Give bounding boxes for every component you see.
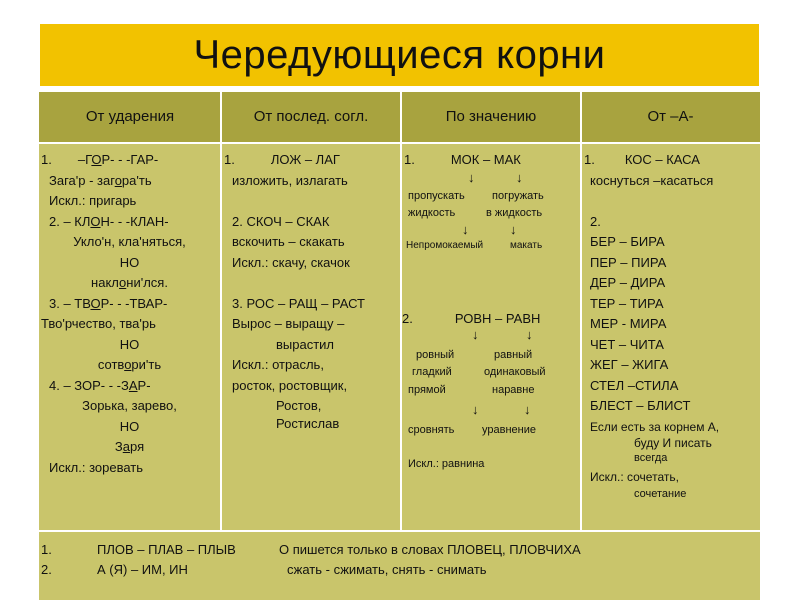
column-stress <box>39 144 220 530</box>
arrow-down-icon: ↓ <box>524 402 531 417</box>
but-label: НО <box>119 337 140 352</box>
header-consonant: От послед. согл. <box>253 107 369 125</box>
example-line: вырастил <box>276 337 335 352</box>
arrow-down-icon: ↓ <box>516 170 523 185</box>
root-rovn: 2. РОВН – РАВН <box>402 311 541 326</box>
meaning-word: прямой <box>408 384 446 396</box>
meaning-word: наравне <box>492 384 535 396</box>
root-pair: БЕР – БИРА <box>590 234 665 249</box>
meaning-word: в жидкость <box>486 207 543 219</box>
root-pair: ДЕР – ДИРА <box>590 275 666 290</box>
rule-line: Если есть за корнем А, <box>590 420 720 434</box>
root-lozh: 1. ЛОЖ – ЛАГ <box>224 152 340 167</box>
arrow-down-icon: ↓ <box>472 327 479 342</box>
root-zor: 4. – ЗОР- - -ЗАР- <box>49 378 151 393</box>
roots-table <box>39 92 760 600</box>
root-im-number: 2. <box>41 562 52 577</box>
root-pair: ЧЕТ – ЧИТА <box>590 337 664 352</box>
root-skoch: 2. СКОЧ – СКАК <box>232 214 330 229</box>
exception-line: Искл.: зоревать <box>49 460 144 475</box>
exception-line: Искл.: равнина <box>408 458 485 470</box>
header-suffix-a: От –А- <box>647 107 694 125</box>
column-suffix-a <box>582 144 760 530</box>
example-line: наклони'лся. <box>91 275 168 290</box>
exception-line: Искл.: сочетать, <box>590 470 679 484</box>
root-pair: МЕР - МИРА <box>590 316 667 331</box>
section-number: 2. <box>590 214 601 229</box>
exception-line: Искл.: отрасль, <box>232 357 324 372</box>
example-line: вскочить – скакать <box>232 234 345 249</box>
exception-line: Искл.: скачу, скачок <box>232 255 350 270</box>
arrow-down-icon: ↓ <box>510 222 517 237</box>
root-pair: СТЕЛ –СТИЛА <box>590 378 679 393</box>
column-meaning <box>402 144 580 530</box>
root-gor: 1. –ГОР- - -ГАР- <box>41 152 159 167</box>
root-pair: ЖЕГ – ЖИГА <box>590 357 669 372</box>
example-line: Зага'р - загора'ть <box>49 173 152 188</box>
meaning-word: уравнение <box>482 424 536 436</box>
meaning-word: гладкий <box>412 366 452 378</box>
title-bar <box>40 24 759 86</box>
but-label: НО <box>119 419 140 434</box>
rule-line: О пишется только в словах ПЛОВЕЦ, ПЛОВЧИХА <box>279 542 581 557</box>
bottom-row <box>39 532 760 600</box>
root-klon: 2. – КЛОН- - -КЛАН- <box>49 214 169 229</box>
root-kos: 1. КОС – КАСА <box>584 152 700 167</box>
meaning-word: равный <box>494 349 533 361</box>
example-line: Заря <box>114 439 145 454</box>
exception-line: Искл.: пригарь <box>49 193 137 208</box>
page-title: Чередующиеся корни <box>193 32 606 77</box>
example-line: Зорька, зарево, <box>82 398 177 413</box>
example-line: сотвори'ть <box>97 357 162 372</box>
example-line: росток, ростовщик, <box>232 378 348 393</box>
root-pair: БЛЕСТ – БЛИСТ <box>590 398 691 413</box>
root-ros: 3. РОС – РАЩ – РАСТ <box>232 296 365 311</box>
rule-line: всегда <box>634 452 668 464</box>
column-consonant <box>222 144 400 530</box>
arrow-down-icon: ↓ <box>472 402 479 417</box>
root-tvor: 3. – ТВОР- - -ТВАР- <box>49 296 168 311</box>
root-im: А (Я) – ИМ, ИН <box>97 562 188 577</box>
meaning-word: Непромокаемый <box>406 240 484 251</box>
meaning-word: жидкость <box>408 207 456 219</box>
header-meaning: По значению <box>445 107 537 125</box>
root-plov-number: 1. <box>41 542 52 557</box>
header-stress: От ударения <box>85 107 175 125</box>
meaning-word: макать <box>510 240 543 251</box>
arrow-down-icon: ↓ <box>468 170 475 185</box>
meaning-word: пропускать <box>408 190 465 202</box>
example-line: Ростов, <box>276 398 322 413</box>
meaning-word: сровнять <box>408 424 455 436</box>
example-line: коснуться –касаться <box>590 173 714 188</box>
exception-line: сочетание <box>634 488 687 500</box>
root-pair: ТЕР – ТИРА <box>590 296 664 311</box>
rule-line: буду И писать <box>634 436 712 450</box>
example-line: сжать - сжимать, снять - снимать <box>287 562 487 577</box>
meaning-word: ровный <box>416 349 455 361</box>
example-line: Ростислав <box>276 416 340 431</box>
arrow-down-icon: ↓ <box>526 327 533 342</box>
meaning-word: одинаковый <box>484 366 546 378</box>
example-line: Тво'рчество, тва'рь <box>41 316 156 331</box>
arrow-down-icon: ↓ <box>462 222 469 237</box>
example-line: Укло'н, кла'няться, <box>73 234 186 249</box>
root-plov: ПЛОВ – ПЛАВ – ПЛЫВ <box>97 542 236 557</box>
example-line: Вырос – выращу – <box>232 316 345 331</box>
but-label: НО <box>119 255 140 270</box>
root-pair: ПЕР – ПИРА <box>590 255 667 270</box>
meaning-word: погружать <box>492 190 544 202</box>
root-mok: 1. МОК – МАК <box>404 152 521 167</box>
example-line: изложить, излагать <box>232 173 348 188</box>
